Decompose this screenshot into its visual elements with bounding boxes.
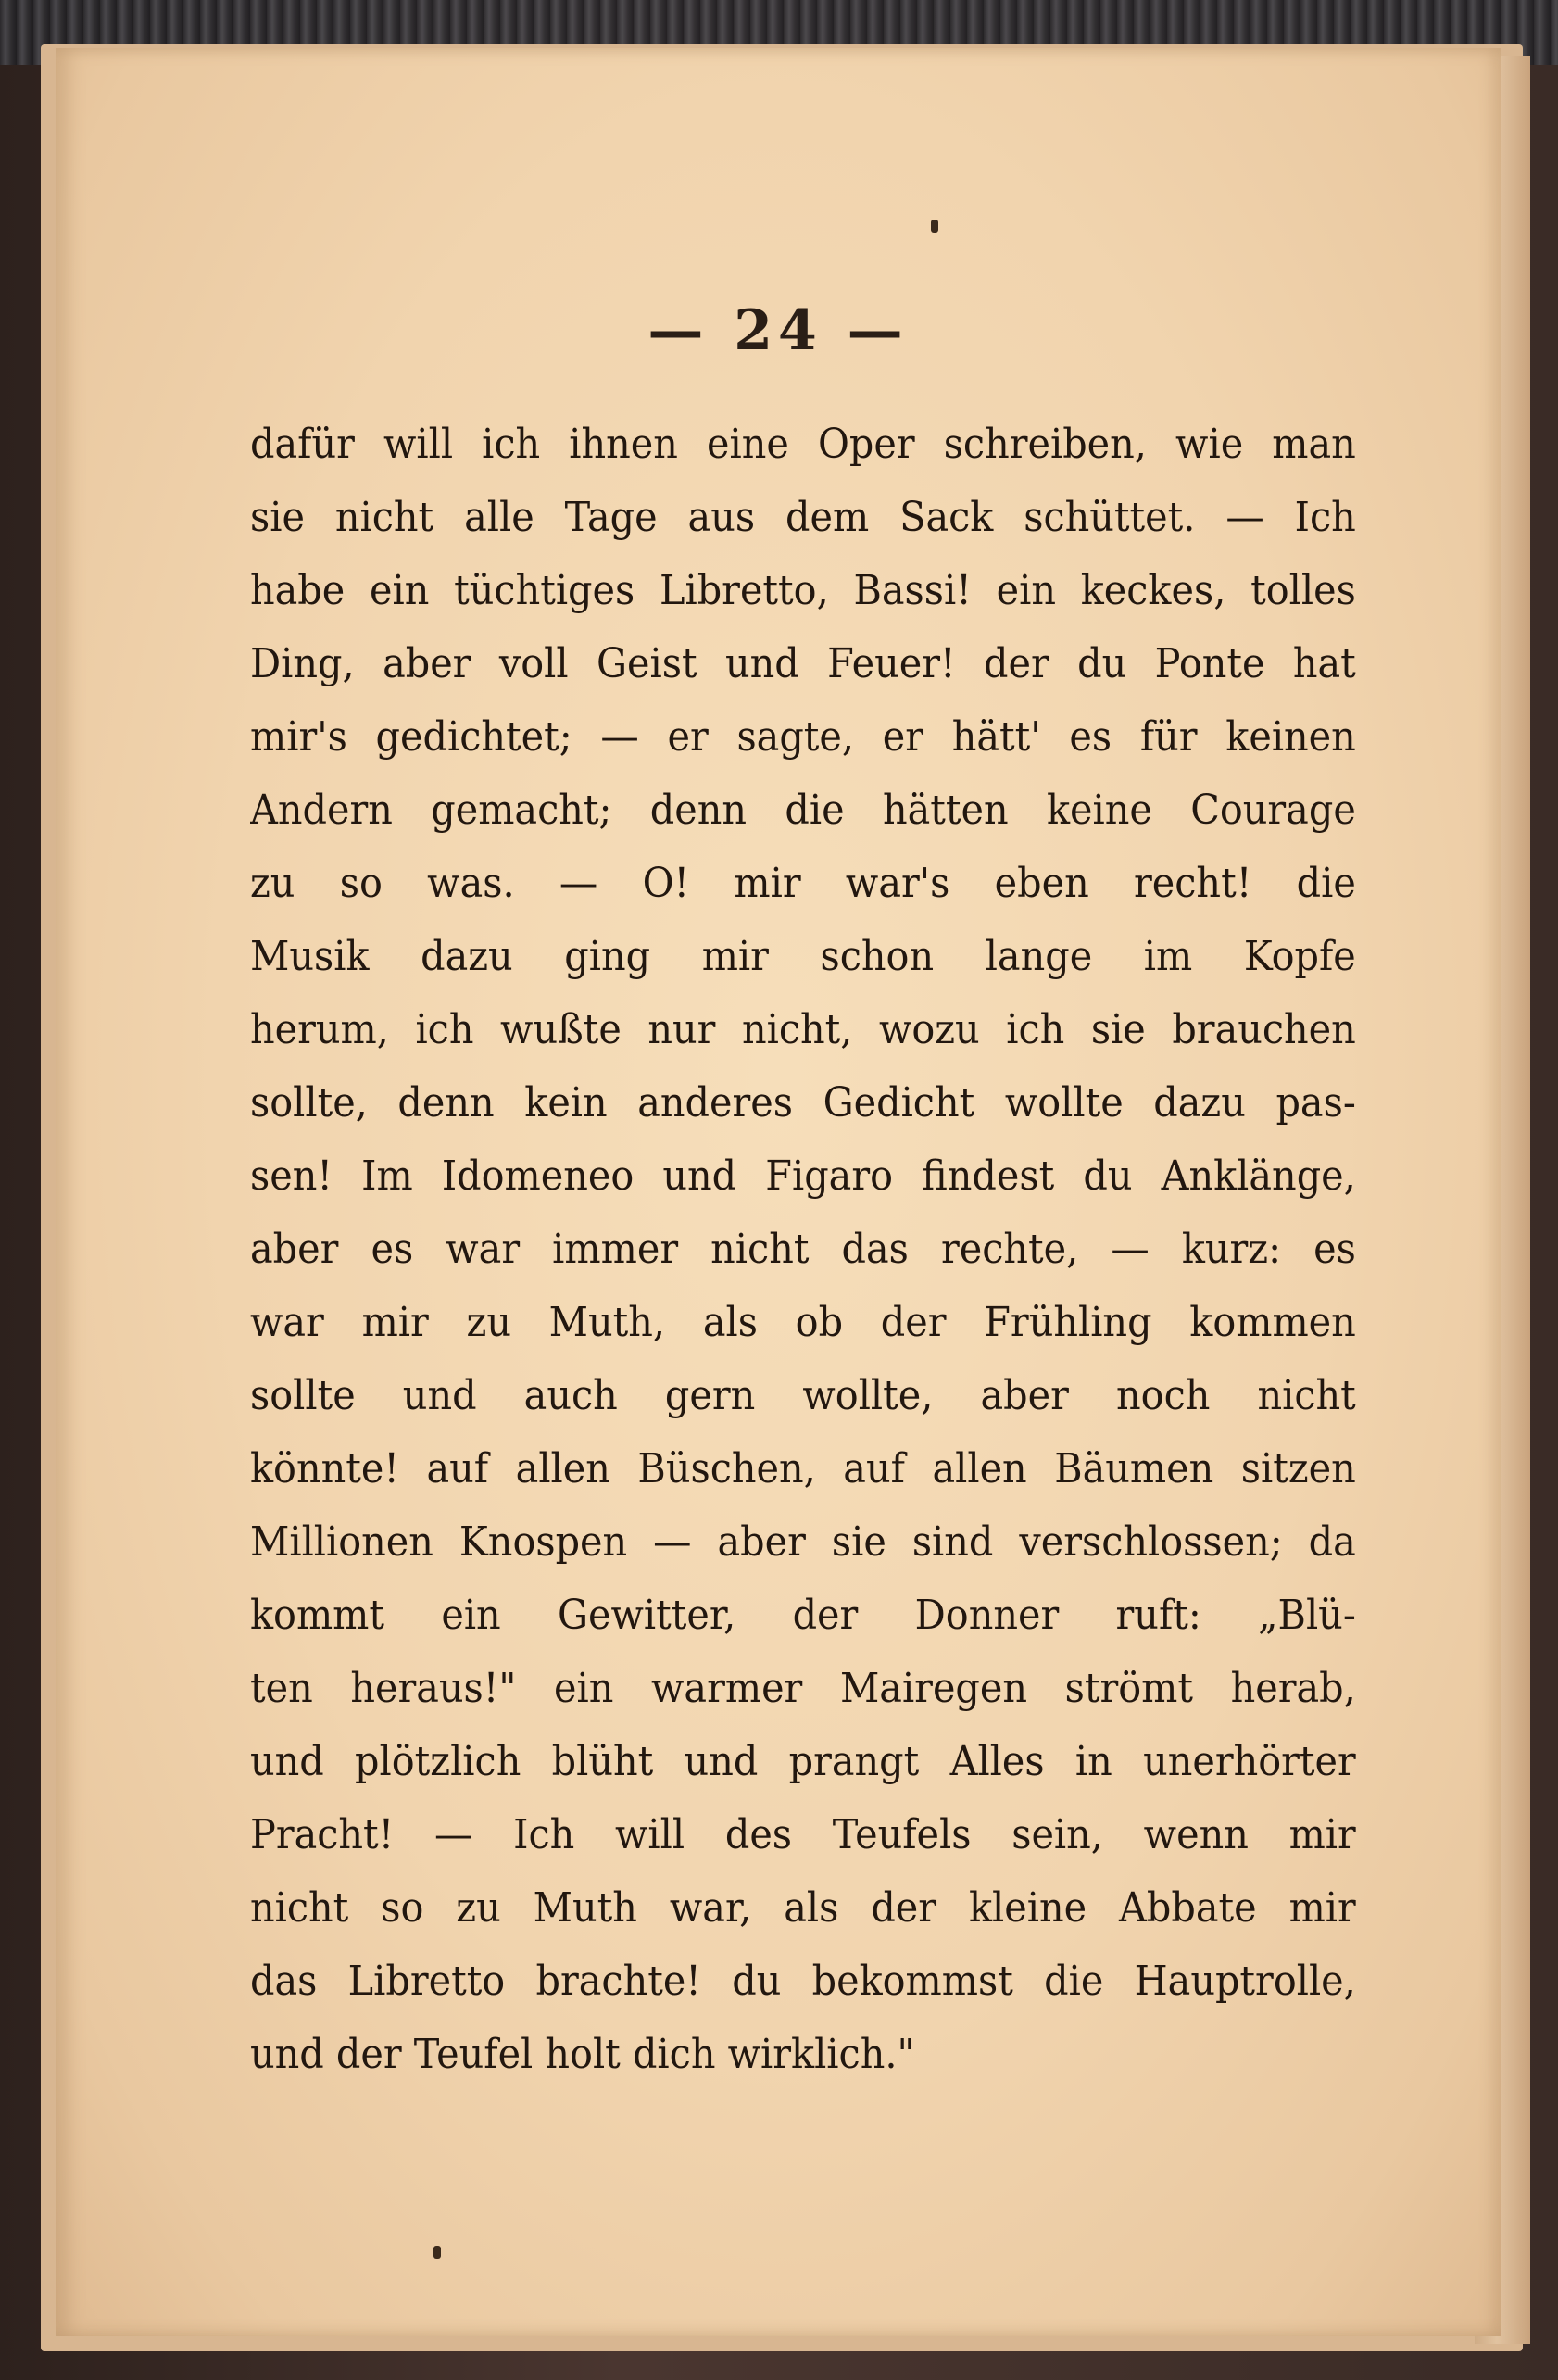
text-line: kommt ein Gewitter, der Donner ruft: „Blü- — [250, 1592, 1356, 1639]
text-line: herum, ich wußte nur nicht, wozu ich sie brauchen — [250, 1006, 1356, 1053]
book-page — [56, 48, 1501, 2336]
text-line: Pracht! — Ich will des Teufels sein, wenn mir — [250, 1811, 1356, 1858]
ink-speck — [433, 2246, 441, 2259]
text-line: sie nicht alle Tage aus dem Sack schüttet. — Ich — [250, 494, 1356, 541]
text-line: nicht so zu Muth war, als der kleine Abbate mir — [250, 1884, 1356, 1932]
text-line: war mir zu Muth, als ob der Frühling kommen — [250, 1299, 1356, 1346]
text-line: und der Teufel holt dich wirklich." — [250, 2031, 915, 2078]
text-line: sollte und auch gern wollte, aber noch nicht — [250, 1372, 1356, 1419]
text-line: aber es war immer nicht das rechte, — kurz: es — [250, 1226, 1356, 1273]
text-line: mir's gedichtet; — er sagte, er hätt' es für keinen — [250, 713, 1356, 761]
text-line: habe ein tüchtiges Libretto, Bassi! ein keckes, tolles — [250, 567, 1356, 614]
text-line: und plötzlich blüht und prangt Alles in unerhörter — [250, 1738, 1356, 1785]
text-line: Musik dazu ging mir schon lange im Kopfe — [250, 933, 1356, 980]
text-line: Andern gemacht; denn die hätten keine Courage — [250, 787, 1356, 834]
text-line: sen! Im Idomeneo und Figaro findest du Anklänge, — [250, 1152, 1356, 1200]
text-line: das Libretto brachte! du bekommst die Hauptrolle, — [250, 1958, 1356, 2005]
text-line: sollte, denn kein anderes Gedicht wollte dazu pas- — [250, 1079, 1356, 1127]
text-line: Ding, aber voll Geist und Feuer! der du Ponte hat — [250, 640, 1356, 687]
page-number: — 24 — — [647, 298, 909, 363]
text-line: dafür will ich ihnen eine Oper schreiben, wie man — [250, 421, 1356, 468]
text-line: ten heraus!" ein warmer Mairegen strömt herab, — [250, 1665, 1356, 1712]
ink-speck — [931, 220, 938, 233]
text-line: könnte! auf allen Büschen, auf allen Bäumen sitzen — [250, 1445, 1356, 1492]
body-text — [250, 408, 1357, 2091]
text-line: Millionen Knospen — aber sie sind verschlossen; da — [250, 1518, 1356, 1566]
text-line: zu so was. — O! mir war's eben recht! die — [250, 860, 1356, 907]
